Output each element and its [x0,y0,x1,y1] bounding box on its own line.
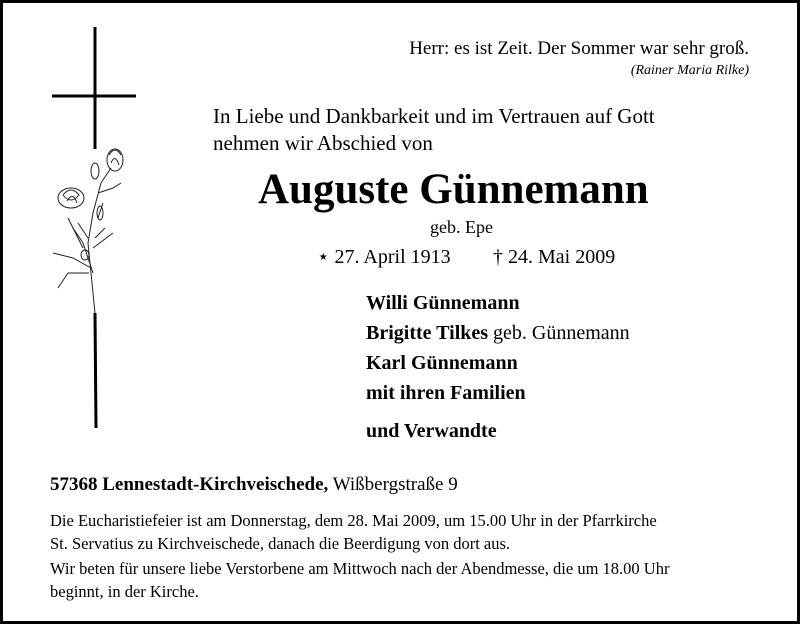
mourner-3 [366,353,518,373]
intro-line-2: nehmen wir Abschied von [213,131,433,155]
quote-author: (Rainer Maria Rilke) [630,63,749,78]
address-city: 57368 Lennestadt-Kirchveischede, [50,474,329,495]
mourner-maiden-name: geb. Günnemann [488,322,630,344]
notice-1-line-1: Die Eucharistiefeier ist am Donnerstag, dem 28. Mai 2009, um 15.00 Uhr in der Pfarrkirche [50,511,657,530]
address-street: Wißbergstraße 9 [328,474,458,495]
maiden-name: geb. Epe [430,217,493,237]
mourner-4 [366,383,526,403]
mourner-name: Karl Günnemann [366,352,518,374]
mourner-name: Willi Günnemann [366,292,520,314]
notice-1-line-2: St. Servatius zu Kirchveischede, danach die Beerdigung von dort aus. [50,534,511,553]
notice-2-line-1: Wir beten für unsere liebe Verstorbene am Mittwoch nach der Abendmesse, die um 18.00 Uhr [50,559,670,578]
birth-date: ⋆ 27. April 1913 [317,246,451,268]
address [50,475,458,494]
quote-text: Herr: es ist Zeit. Der Sommer war sehr groß. [409,38,749,59]
notice-2-line-2: beginnt, in der Kirche. [50,582,199,601]
intro-line-1: In Liebe und Dankbarkeit und im Vertrauen auf Gott [213,104,655,128]
mourner-2 [366,323,630,343]
cross-with-roses-icon [43,23,153,443]
mourner-1 [366,293,520,313]
deceased-name: Auguste Günnemann [258,166,649,213]
death-date: † 24. Mai 2009 [493,246,616,268]
mourner-name: mit ihren Familien [366,382,526,404]
mourner-name: Brigitte Tilkes [366,322,489,344]
relatives: und Verwandte [366,420,497,442]
